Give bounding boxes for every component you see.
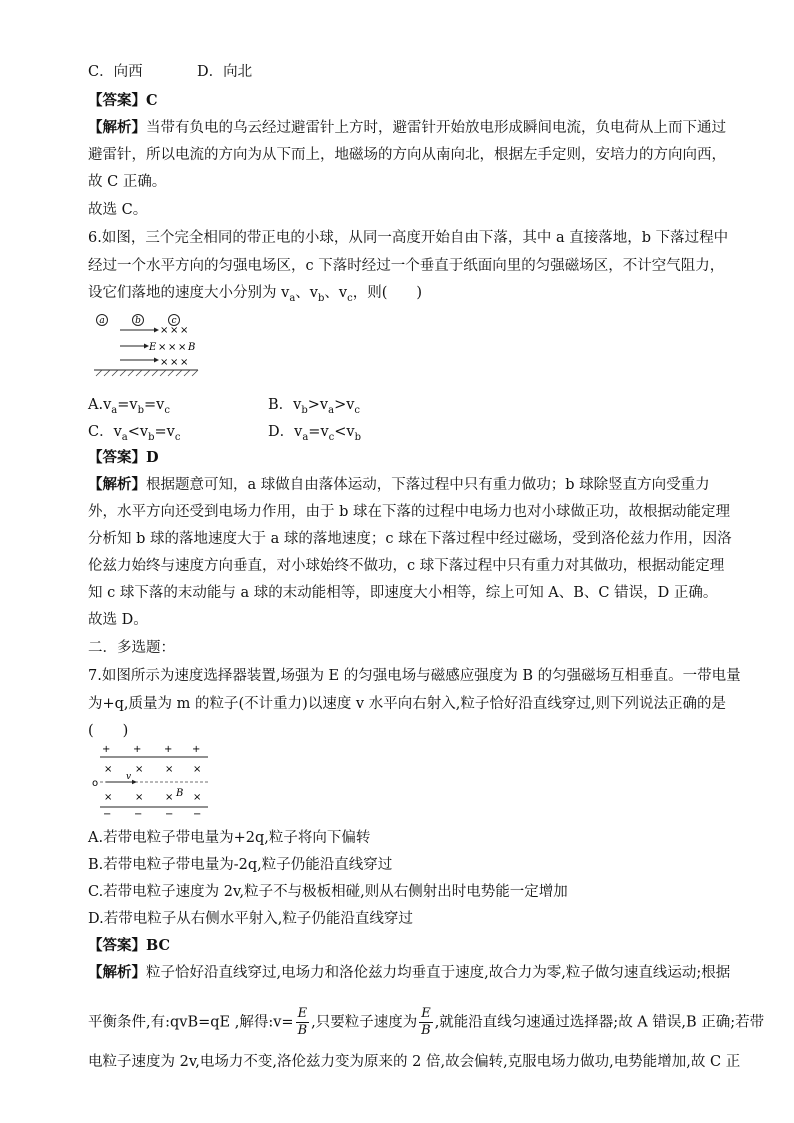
q5-analysis-line2: 避雷针，所以电流的方向为从下而上，地磁场的方向从南向北，根据左手定则，安培力的方向向西，	[88, 147, 726, 163]
q7-answer: 【答案】BC	[88, 937, 171, 954]
q6-choice: 故选 D。	[88, 612, 148, 628]
option-text: <v	[334, 424, 355, 440]
q5-option-d: D．向北	[197, 64, 253, 80]
option-text: <v	[127, 424, 149, 440]
field-crosses	[104, 764, 201, 803]
q5-choice: 故选 C。	[88, 202, 148, 218]
cross-mark: ×	[104, 764, 113, 775]
subscript: b	[148, 431, 155, 443]
arrowhead	[154, 328, 159, 333]
subscript: c	[328, 431, 335, 443]
subscript: a	[302, 431, 309, 443]
q6-analysis-line4: 伦兹力始终与速度方向垂直，对小球始终不做功，c 球下落过程中只有重力对其做功，根据动能定理	[88, 558, 725, 574]
analysis-tag: 【解析】	[88, 964, 146, 981]
label-b: B	[176, 788, 184, 799]
subscript: b	[301, 404, 308, 416]
fraction-e-over-b	[296, 1006, 310, 1039]
magnetic-field-crosses	[158, 325, 188, 368]
label-v: v	[126, 772, 132, 782]
q7-analysis-line2	[88, 1006, 764, 1039]
q6-analysis-line3: 分析知 b 球的落地速度大于 a 球的落地速度；c 球在下落过程中经过磁场，受到洛伦兹力作用，因洛	[88, 531, 732, 547]
subscript: a	[121, 431, 128, 443]
q7-stem-line1: 7.如图所示为速度选择器装置,场强为 E 的匀强电场与磁感应强度为 B 的匀强磁场互相垂直。一带电量	[88, 668, 741, 684]
ball-b-label: b	[135, 316, 141, 326]
cross-mark: ×	[165, 792, 174, 803]
section-heading: 二．多选题：	[88, 640, 175, 656]
subscript: a	[111, 404, 118, 416]
subscript: c	[354, 404, 361, 416]
analysis-tag: 【解析】	[88, 119, 146, 136]
option-text: =v	[144, 397, 165, 413]
q6-analysis-line2: 外，水平方向还受到电场力作用，由于 b 球在下落的过程中电场力也对小球做正功，故根据动能定理	[88, 504, 730, 520]
analysis-text: 当带有负电的乌云经过避雷针上方时，避雷针开始放电形成瞬间电流，负电荷从上而下通过	[146, 120, 726, 136]
q6-figure	[92, 310, 202, 378]
q6-stem-line1: 6.如图，三个完全相同的带正电的小球，从同一高度开始自由下落，其中 a 直接落地，b 下落过程中	[88, 230, 729, 246]
q7-analysis-line3: 电粒子速度为 2v,电场力不变,洛伦兹力变为原来的 2 倍,故会偏转,克服电场力做功,电势能增加,故 C 正	[88, 1054, 741, 1070]
minus-sign: −	[165, 809, 174, 818]
cross-mark: ×	[180, 357, 189, 368]
minus-sign: −	[134, 809, 143, 818]
analysis-tag: 【解析】	[88, 476, 146, 493]
cross-mark: ×	[160, 357, 169, 368]
analysis-text: 粒子恰好沿直线穿过,电场力和洛伦兹力均垂直于速度,故合力为零,粒子做匀速直线运动;根据	[146, 965, 731, 981]
subscript: b	[354, 431, 361, 443]
q6-answer: 【答案】D	[88, 449, 159, 466]
q6-stem-line3	[88, 283, 422, 309]
label-e: E	[149, 342, 157, 353]
option-text: >v	[334, 397, 355, 413]
arrowhead	[154, 358, 159, 363]
q7-stem-line3: ( )	[88, 723, 129, 739]
cross-mark: ×	[135, 764, 144, 775]
cross-mark: ×	[168, 342, 177, 353]
q5-analysis-line1	[88, 118, 726, 138]
plus-sign: +	[133, 744, 142, 755]
particle: o	[92, 778, 99, 789]
subscript-a: a	[289, 292, 296, 304]
cross-mark: ×	[135, 792, 144, 803]
analysis-text: ,只要粒子速度为	[311, 1014, 418, 1031]
cross-mark: ×	[193, 792, 202, 803]
ball-c-label: c	[171, 316, 177, 326]
q7-analysis-line1	[88, 963, 730, 983]
option-text: D．v	[268, 424, 303, 440]
q6-option-a	[88, 395, 170, 421]
q6-option-c	[88, 422, 180, 448]
subscript: c	[164, 404, 170, 416]
q7-option-d: D.若带电粒子从右侧水平射入,粒子仍能沿直线穿过	[88, 911, 413, 927]
option-text: B．v	[268, 397, 302, 413]
q6-stem-text: 、v	[324, 285, 348, 301]
numerator: E	[297, 1006, 308, 1021]
q5-answer: 【答案】C	[88, 92, 158, 109]
option-text: A.v	[88, 397, 112, 413]
bottom-plate-charges	[103, 809, 201, 818]
q7-option-b: B.若带电粒子带电量为-2q,粒子仍能沿直线穿过	[88, 857, 393, 873]
cross-mark: ×	[193, 764, 202, 775]
top-plate-charges	[102, 744, 200, 755]
subscript: b	[137, 404, 144, 416]
cross-mark: ×	[180, 325, 189, 336]
option-text: C．v	[88, 424, 122, 440]
analysis-text: 平衡条件,有:qvB=qE ,解得:v=	[88, 1014, 294, 1031]
plus-sign: +	[192, 744, 201, 755]
denominator: B	[297, 1023, 308, 1038]
cross-mark: ×	[170, 357, 179, 368]
q6-stem-text: 设它们落地的速度大小分别为 v	[88, 285, 290, 301]
q6-stem-text: 、v	[295, 285, 318, 301]
q7-figure	[92, 742, 214, 818]
cross-mark: ×	[158, 342, 167, 353]
plus-sign: +	[164, 744, 173, 755]
q7-option-c: C.若带电粒子速度为 2v,粒子不与极板相碰,则从右侧射出时电势能一定增加	[88, 884, 568, 900]
q6-stem-text: ，则( )	[352, 285, 423, 301]
cross-mark: ×	[165, 764, 174, 775]
cross-mark: ×	[160, 325, 169, 336]
q6-analysis-line1	[88, 475, 710, 495]
option-text: =v	[308, 424, 329, 440]
cross-mark: ×	[104, 792, 113, 803]
analysis-text: ,就能沿直线匀速通过选择器;故 A 错误,B 正确;若带	[434, 1014, 765, 1031]
minus-sign: −	[193, 809, 202, 818]
q5-option-c: C．向西	[88, 64, 143, 80]
cross-mark: ×	[178, 342, 187, 353]
option-text: =v	[154, 424, 175, 440]
cross-mark: ×	[170, 325, 179, 336]
option-text: >v	[307, 397, 329, 413]
plus-sign: +	[102, 744, 111, 755]
q7-stem-line2: 为+q,质量为 m 的粒子(不计重力)以速度 v 水平向右射入,粒子恰好沿直线穿过,则下列说法正确的是	[88, 696, 726, 712]
arrowhead	[132, 780, 137, 784]
minus-sign: −	[103, 809, 112, 818]
q6-option-d	[268, 422, 361, 448]
option-text: =v	[117, 397, 138, 413]
ground-hatch	[96, 370, 198, 376]
numerator: E	[421, 1006, 431, 1021]
fraction-e-over-b	[419, 1006, 433, 1039]
analysis-text: 根据题意可知，a 球做自由落体运动，下落过程中只有重力做功；b 球除竖直方向受重力	[146, 477, 710, 493]
q6-analysis-line5: 知 c 球下落的末动能与 a 球的末动能相等，即速度大小相等，综上可知 A、B、C 错误，D 正确。	[88, 585, 718, 601]
ball-a-label: a	[99, 316, 105, 326]
q6-option-b	[268, 395, 360, 421]
subscript: a	[328, 404, 335, 416]
subscript-b: b	[317, 292, 325, 304]
q5-analysis-line3: 故 C 正确。	[88, 174, 167, 190]
denominator: B	[421, 1023, 431, 1038]
label-b: B	[188, 342, 196, 353]
q6-stem-line2: 经过一个水平方向的匀强电场区，c 下落时经过一个垂直于纸面向里的匀强磁场区，不计空气阻力，	[88, 258, 725, 274]
q7-option-a: A.若带电粒子带电量为+2q,粒子将向下偏转	[88, 830, 371, 846]
subscript-c: c	[347, 292, 353, 304]
subscript: c	[174, 431, 181, 443]
